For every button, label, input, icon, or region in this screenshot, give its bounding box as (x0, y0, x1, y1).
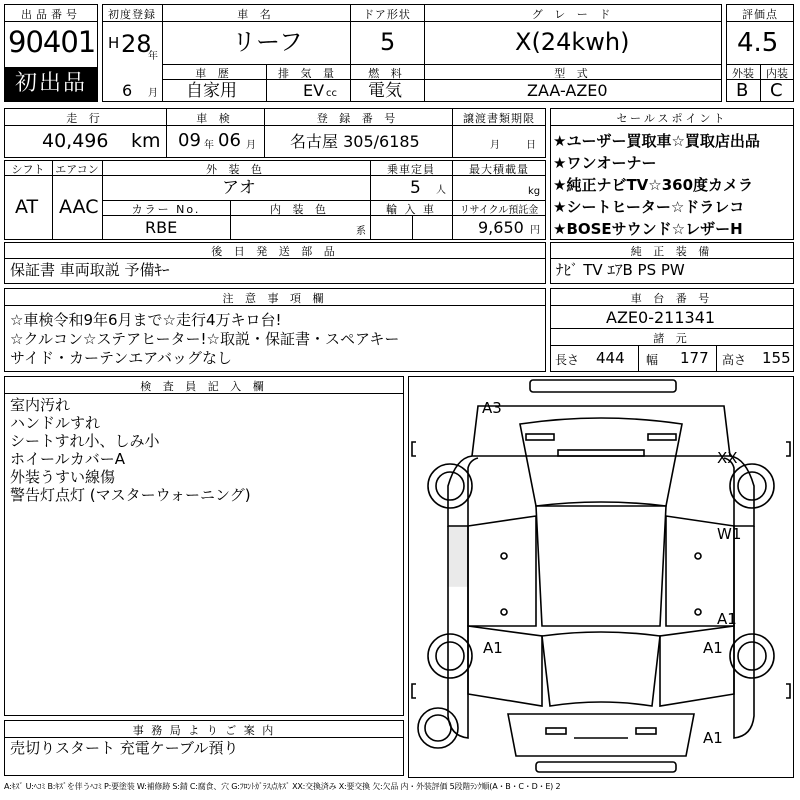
width-label: 幅 (646, 353, 659, 367)
sales-point: ★ワンオーナー (553, 154, 657, 172)
rear-right-wheel (730, 634, 774, 678)
sales-point: ★BOSEサウンド☆レザーH (553, 220, 743, 238)
load-unit: kg (528, 186, 541, 197)
length-value: 444 (596, 349, 625, 367)
displacement-unit: cc (326, 88, 337, 99)
rear-window-outline (542, 632, 660, 706)
first-registration-header: 初度登録 (108, 8, 156, 21)
exterior-score: B (736, 80, 749, 101)
exterior-color-header: 外 装 色 (206, 163, 266, 176)
equipment-value: ﾅﾋﾞ TV ｴｱB PS PW (556, 261, 685, 279)
displacement-value: EV (303, 81, 325, 100)
specs-header: 諸 元 (653, 332, 691, 345)
registration-no-header: 登 録 番 号 (316, 112, 400, 125)
damage-mark-top-left: A3 (482, 399, 502, 417)
transfer-deadline-header: 譲渡書類期限 (463, 112, 535, 125)
width-value: 177 (680, 349, 709, 367)
recycle-unit: 円 (530, 225, 540, 236)
notes-list (10, 311, 399, 368)
trunk-outline (508, 714, 694, 756)
front-left-wheel (428, 464, 472, 508)
inspection-month-unit: 月 (246, 140, 256, 151)
aircon-header: エアコン (55, 163, 99, 176)
inspector-note: 外装うすい線傷 (10, 468, 116, 486)
history-header: 車 歴 (195, 67, 233, 80)
windshield-outline (520, 418, 682, 506)
fuel-header: 燃 料 (368, 67, 406, 80)
plate-number: 名古屋 305/6185 (290, 132, 420, 151)
lot-number-header: 出品番号 (21, 8, 81, 21)
grade-value: X(24kwh) (515, 28, 630, 56)
overall-score: 4.5 (737, 28, 779, 58)
reg-month-unit: 月 (148, 88, 158, 99)
hood-outline (472, 406, 730, 456)
max-load-header: 最大積載量 (469, 163, 529, 176)
front-bumper-outline (530, 380, 676, 392)
car-name: リーフ (232, 28, 303, 56)
sales-points-header: セールスポイント (616, 112, 728, 125)
displacement-header: 排 気 量 (278, 67, 338, 80)
rear-left-wheel (428, 634, 472, 678)
lot-number: 90401 (8, 25, 96, 59)
model-code-header: 型 式 (554, 67, 592, 80)
capacity-header: 乗車定員 (387, 163, 435, 176)
transfer-month-unit: 月 (490, 140, 500, 151)
fuel-value: 電気 (368, 81, 402, 101)
legend-text: A:ｷｽﾞ U:ﾍｺﾐ B:ｷｽﾞを伴うﾍｺﾐ P:要塗装 W:補修跡 S:錆 C:腐食、穴 G:ﾌﾛﾝﾄｶﾞﾗｽ点ｷｽﾞ XX:交換済み X:要交換 欠:欠品 内・外装評価 5段階ﾗﾝｸ順(A・B・C・D・E) 2 (4, 782, 561, 791)
reg-month: 6 (122, 81, 133, 100)
interior-score: C (770, 80, 783, 101)
height-label: 高さ (722, 353, 747, 367)
model-code: ZAA-AZE0 (527, 81, 608, 100)
interior-score-header: 内装 (766, 67, 788, 80)
color-no-header: カラー No. (131, 203, 201, 216)
exterior-color-value: アオ (222, 178, 256, 198)
notes-header: 注 意 事 項 欄 (222, 292, 328, 305)
length-label: 長さ (555, 353, 580, 367)
reg-year: 28 (121, 30, 152, 58)
capacity-value: 5 (410, 178, 421, 198)
equipment-header: 純 正 装 備 (630, 245, 714, 258)
shift-value: AT (15, 196, 39, 218)
inspector-note: シートすれ小、しみ小 (10, 432, 160, 450)
damage-mark-right-lower: A1 (717, 610, 737, 628)
mileage-value: 40,496 (42, 130, 109, 152)
aircon-value: AAC (59, 196, 99, 218)
inspection-year: 09 (178, 130, 201, 151)
chassis-number: AZE0-211341 (606, 308, 716, 327)
inspection-header: 車 検 (196, 112, 234, 125)
score-header: 評価点 (742, 8, 778, 21)
damage-mark-left-wheel: A1 (483, 639, 503, 657)
damage-mark-right-wheel: A1 (703, 639, 723, 657)
office-header: 事 務 局 よ り ご 案 内 (132, 724, 276, 737)
inspector-notes-list (10, 396, 251, 504)
office-message: 売切りスタート 充電ケーブル預り (10, 739, 239, 757)
door-count: 5 (380, 28, 396, 56)
reg-era: H (108, 34, 120, 52)
sales-points-list (553, 130, 760, 240)
sales-point: ★ユーザー買取車☆買取店出品 (553, 132, 760, 150)
mileage-header: 走 行 (66, 112, 104, 125)
damage-mark-right-mid: W1 (717, 525, 742, 543)
inspector-note: 警告灯点灯 (マスターウォーニング) (10, 486, 251, 504)
shift-header: シフト (11, 163, 45, 176)
recycle-header: リサイクル預託金 (459, 205, 539, 216)
first-listing-label: 初出品 (14, 71, 87, 96)
inspector-note: ハンドルすれ (10, 414, 101, 432)
height-value: 155 (762, 349, 791, 367)
recycle-value: 9,650 (478, 218, 524, 237)
color-no-value: RBE (145, 218, 178, 237)
note-line: ☆車検令和9年6月まで☆走行4万キロ台! (10, 311, 282, 329)
damage-mark-right-upper: XX (717, 449, 738, 467)
note-line: ☆クルコン☆ステアヒーター!☆取説・保証書・スペアキー (10, 330, 400, 348)
capacity-unit: 人 (436, 185, 446, 196)
inspector-note: ホイールカバーA (10, 450, 125, 468)
exterior-score-header: 外装 (732, 67, 754, 80)
sales-point: ★純正ナビTV☆360度カメラ (553, 176, 754, 194)
interior-color-header: 内 装 色 (270, 203, 330, 216)
inspection-year-unit: 年 (204, 140, 214, 151)
reg-year-unit: 年 (148, 51, 158, 62)
inspector-note: 室内汚れ (10, 396, 71, 414)
interior-color-unit: 系 (356, 226, 366, 237)
front-right-wheel (730, 464, 774, 508)
inspection-month: 06 (218, 130, 241, 151)
rear-bumper-outline (536, 762, 676, 772)
inspector-header: 検 査 員 記 入 欄 (140, 380, 268, 393)
sales-point: ★シートヒーター☆ドラレコ (553, 198, 745, 216)
later-parts-value: 保証書 車両取説 予備ｷｰ (10, 261, 170, 279)
car-history: 自家用 (186, 81, 237, 101)
car-name-header: 車 名 (237, 8, 275, 21)
import-header: 輸 入 車 (386, 203, 436, 216)
transfer-day-unit: 日 (526, 140, 536, 151)
grade-header: グ レ ー ド (531, 8, 615, 21)
mileage-unit: km (131, 130, 161, 152)
roof-outline (536, 506, 666, 626)
note-line: サイド・カーテンエアバッグなし (10, 349, 233, 367)
damage-mark-bottom-right: A1 (703, 729, 723, 747)
chassis-header: 車 台 番 号 (630, 292, 714, 305)
door-type-header: ドア形状 (363, 8, 411, 21)
car-diagram (408, 376, 794, 778)
later-parts-header: 後 日 発 送 部 品 (211, 245, 339, 258)
first-listing-badge (5, 67, 97, 101)
right-side-outline (734, 526, 754, 738)
